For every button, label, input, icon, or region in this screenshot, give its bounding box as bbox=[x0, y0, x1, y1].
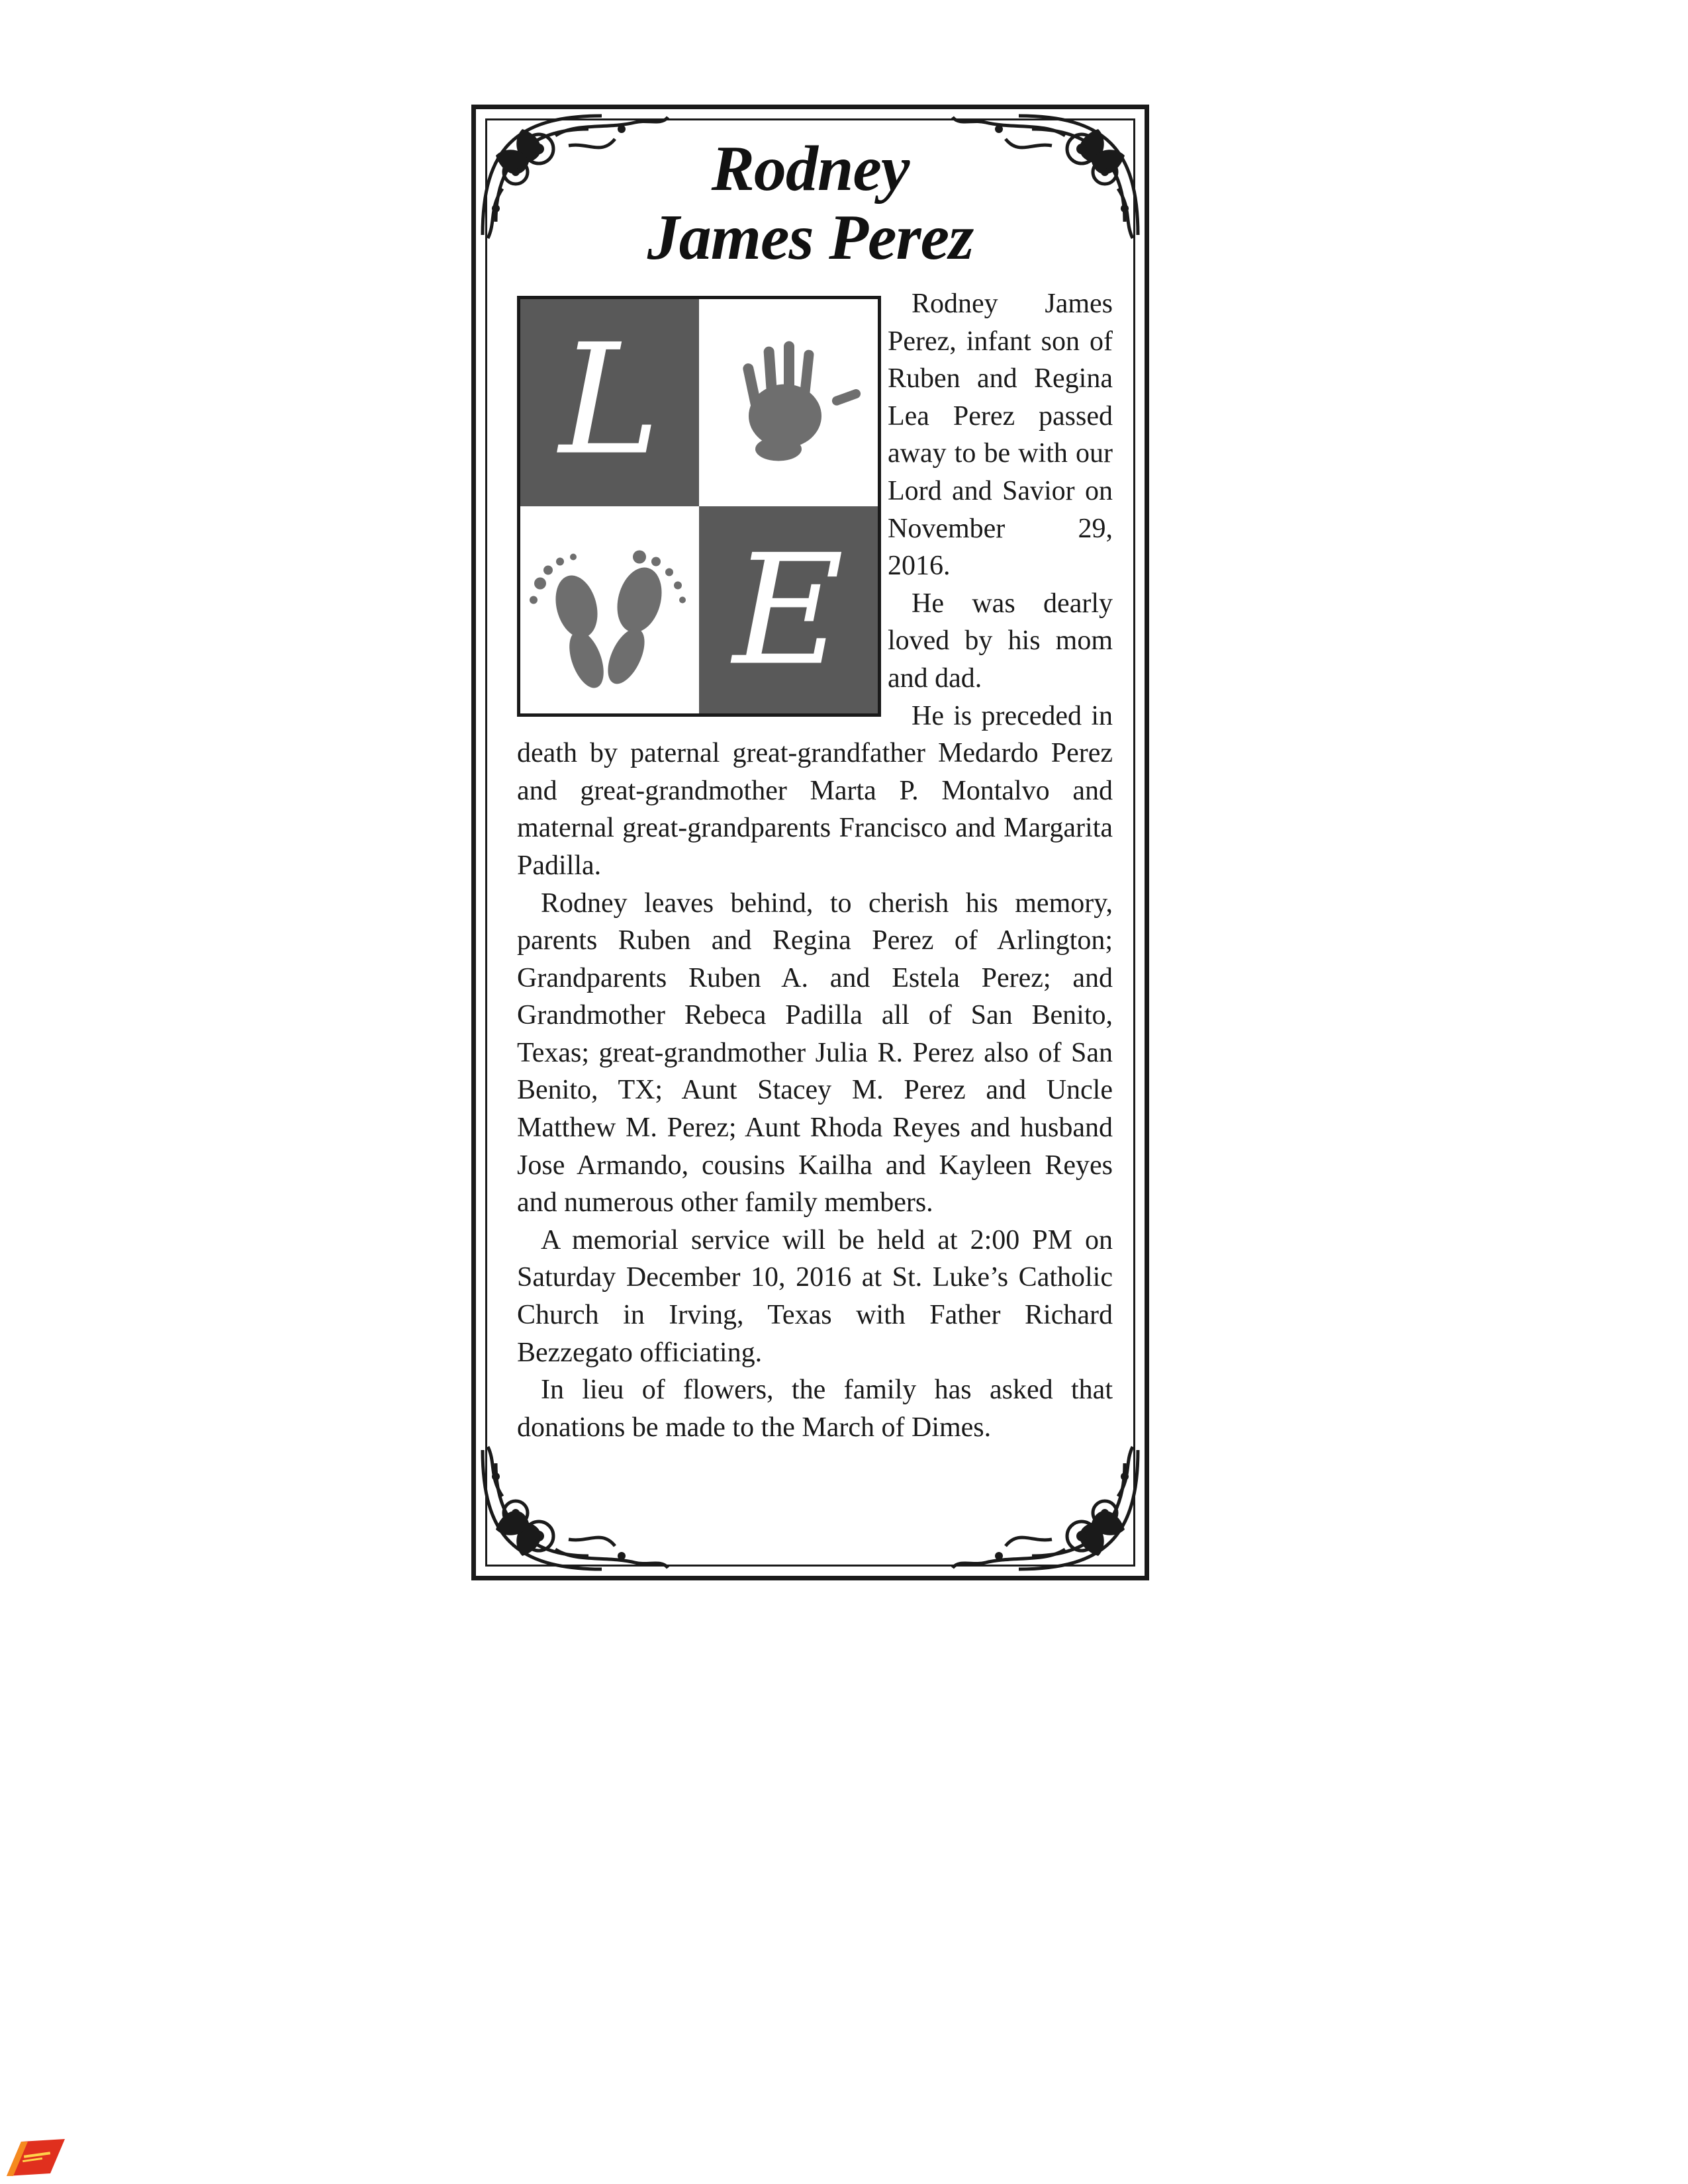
paragraph-flowers: In lieu of flowers, the family has asked that donations be made to the March of Dimes. bbox=[517, 1375, 1113, 1443]
letter-l: L bbox=[559, 312, 661, 489]
corner-ornament-icon bbox=[946, 1443, 1145, 1576]
pdf-converter-badge-icon bbox=[1, 2138, 68, 2177]
corner-ornament-icon bbox=[476, 1443, 675, 1576]
letter-e: E bbox=[733, 522, 844, 700]
paragraph-intro: Rodney James Perez, infant son of Ruben and Regina Lea Perez passed away to be with our Lord and Savior on November 29, 2016. bbox=[888, 289, 1113, 582]
obituary-body bbox=[517, 285, 1113, 1446]
paragraph-survivors: Rodney leaves behind, to cherish his memory, parents Ruben and Regina Perez of Arlington; Grandparents Ruben A. and Estela Perez; and Grandmother Rebeca Padilla all of San Benito, Texas; great-grandmother Julia R. Perez also of San Benito, TX; Aunt Stacey M. Perez and Uncle Matthew M. Perez; Aunt Rhoda Reyes and husband Jose Armando, cousins Kailha and Kayleen Reyes and numerous other family members. bbox=[517, 887, 1113, 1218]
paragraph-preceded: He is preceded in death by paternal great-grandfather Medardo Perez and great-grandmother Marta P. Montalvo and maternal great-grandparents Francisco and Margarita Padilla. bbox=[517, 700, 1113, 881]
paragraph-loved: He was dearly loved by his mom and dad. bbox=[888, 588, 1113, 694]
title-line-2: James Perez bbox=[647, 202, 974, 273]
title-line-1: Rodney bbox=[711, 133, 910, 205]
obituary-frame bbox=[471, 105, 1149, 1580]
obituary-title bbox=[476, 134, 1145, 272]
paragraph-service: A memorial service will be held at 2:00 PM on Saturday December 10, 2016 at St. Luke’s Catholic Church in Irving, Texas with Father Richard Bezzegato officiating. bbox=[517, 1224, 1113, 1368]
